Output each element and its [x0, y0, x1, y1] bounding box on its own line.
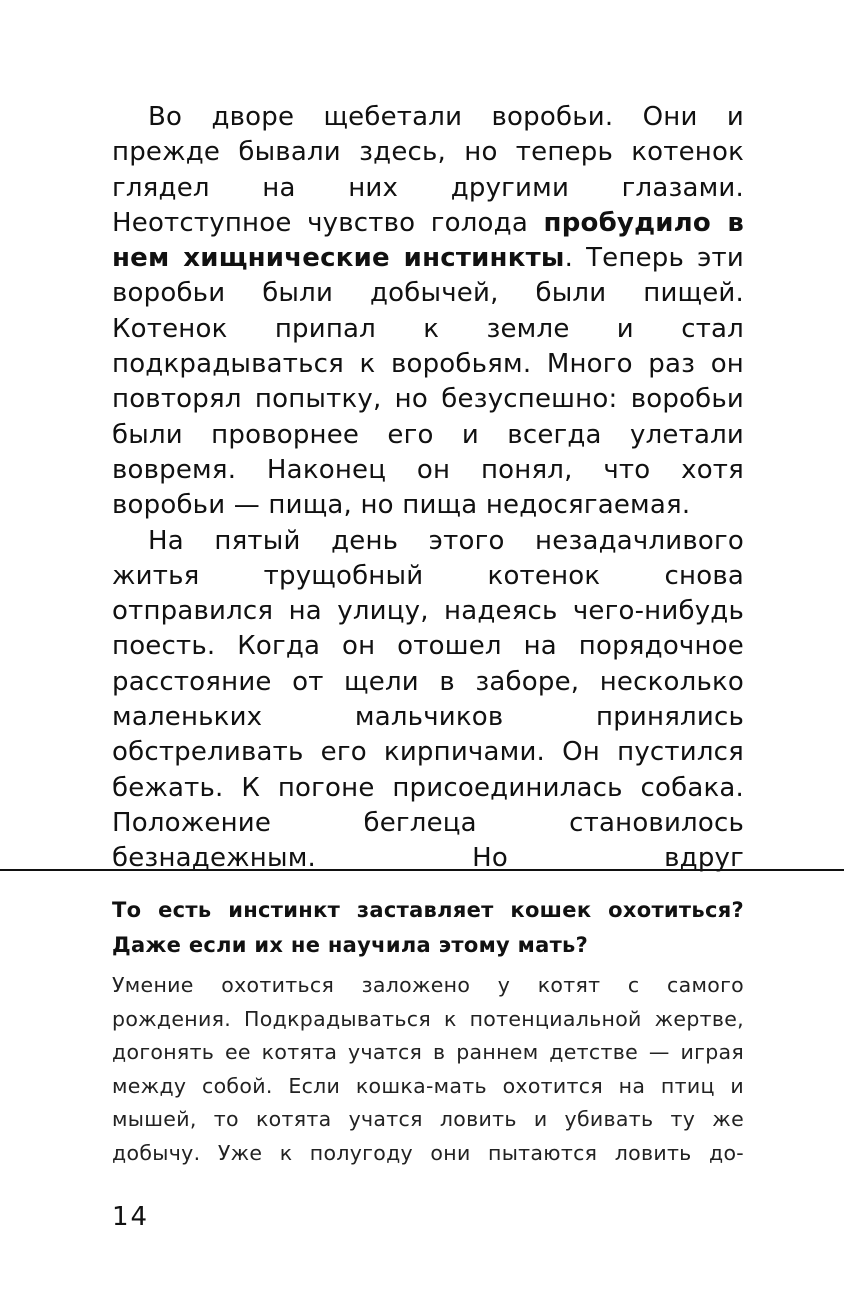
sidebar-question: [112, 893, 744, 963]
paragraph-2: На пятый день этого незадачливого житья трущобный котенок снова отправился на улицу, надеясь чего-нибудь поесть. Когда он отошел на порядочное расстояние от щели в заборе, несколько маленьких мальчиков принялись обстреливать его кирпичами. Он пустился бежать. К погоне присоединилась собака. Положение беглеца становилось безнадежным. Но вдруг: [112, 525, 744, 874]
paragraph-1: [112, 100, 744, 524]
page-number: 14: [112, 1202, 150, 1232]
question-line-2: Даже если их не научила этому мать?: [112, 933, 589, 957]
paragraph-1-text-end: . Теперь эти воробьи были добычей, были пищей. Котенок припал к земле и стал подкрадываться к воробьям. Много раз он повторял попытку, но безуспешно: воробьи были проворнее его и всегда улетали вовремя. Наконец он понял, что хотя воробьи — пища, но пища недосягаемая.: [112, 243, 744, 521]
main-text: [112, 100, 744, 877]
section-divider: [0, 869, 844, 871]
paragraph-1-text-start: Во дворе щебетали воробьи. Они и прежде бывали здесь, но теперь котенок глядел на них другими глазами. Неотступное чувство голода: [112, 102, 744, 238]
sidebar-answer: Умение охотиться заложено у котят с самого рождения. Подкрадываться к потенциальной жертве, догонять ее котята учатся в раннем детстве — играя между собой. Если кошка-мать охотится на птиц и мышей, то котята учатся ловить и убивать ту же добычу. Уже к полугоду они пытаются ловить до-: [112, 973, 744, 1165]
qa-sidebar: [112, 893, 744, 1170]
question-line-1: То есть инстинкт заставляет кошек охотиться?: [112, 898, 744, 922]
paragraph-1-bold-phrase: пробудило в нем хищнические инстинкты: [112, 207, 744, 274]
